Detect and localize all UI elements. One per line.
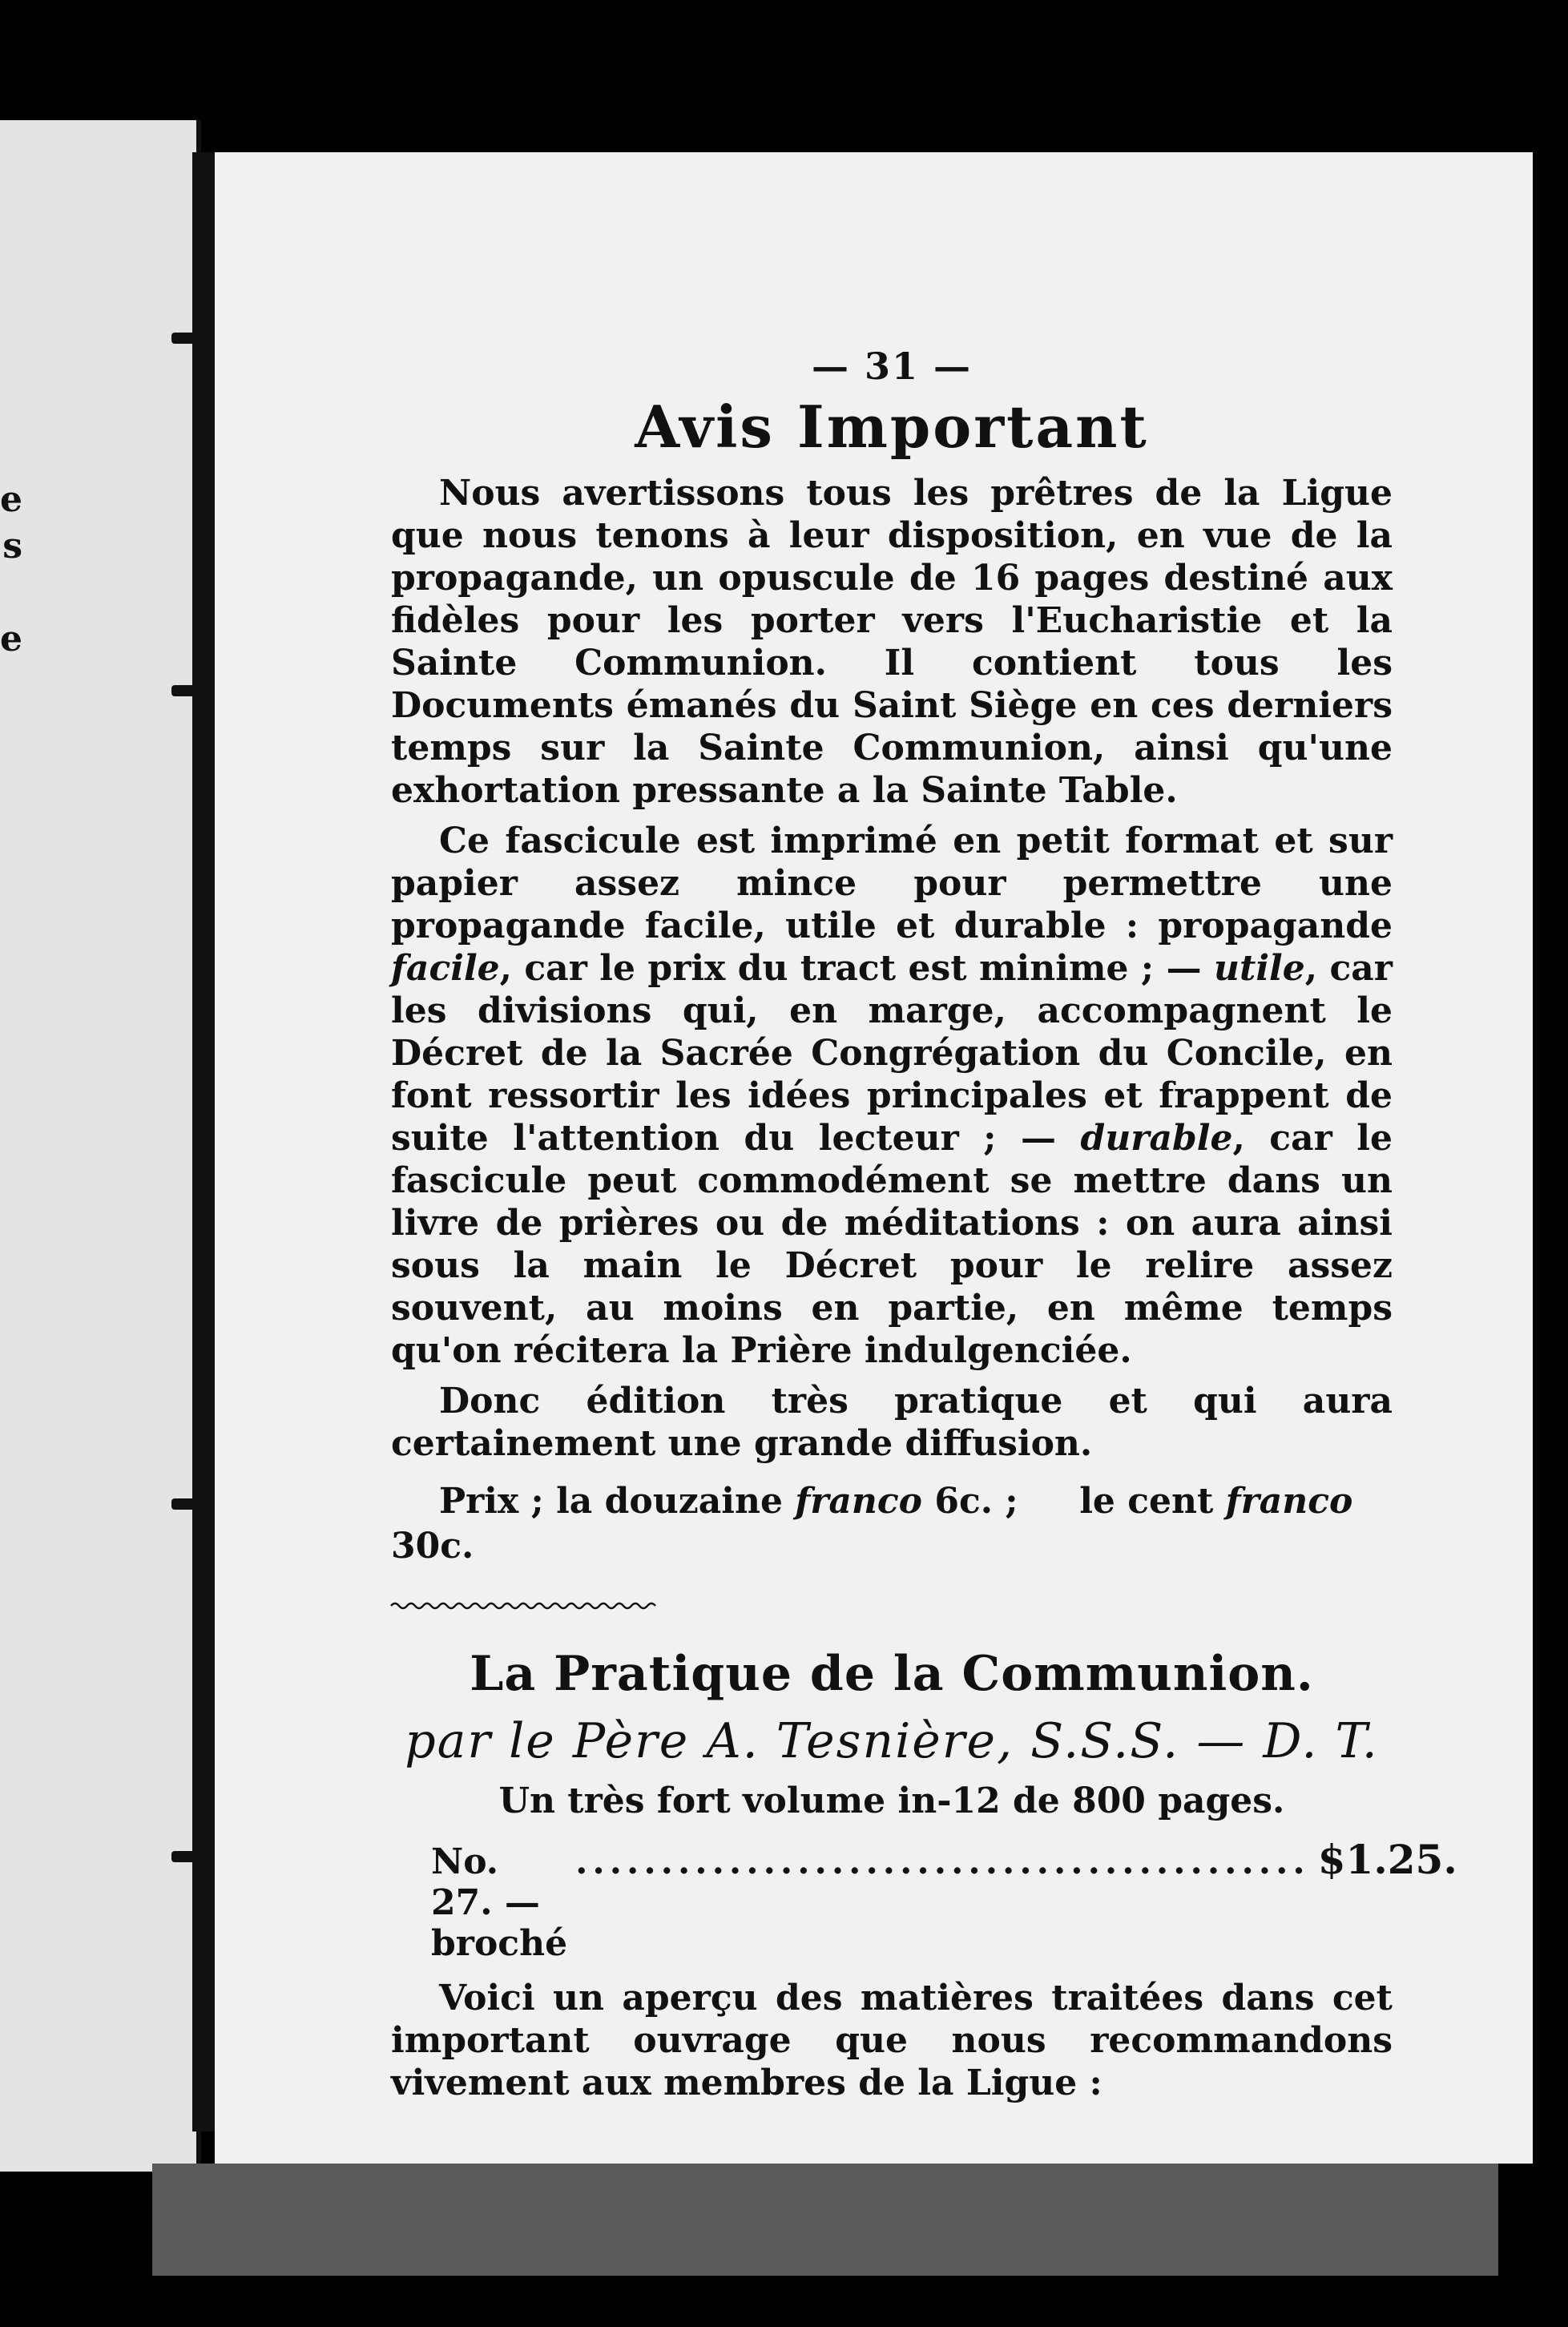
- text-run: 6c. ; le cent: [922, 1481, 1226, 1522]
- wavy-separator: [391, 1601, 655, 1611]
- left-page-letters: [0, 477, 22, 663]
- page-heading: Avis Important: [635, 393, 1149, 461]
- emphasis-franco: franco: [1225, 1481, 1353, 1522]
- fascicule-paragraph: [391, 820, 1393, 1372]
- book-price: $1.25.: [1317, 1836, 1457, 1883]
- text-run: , car le fascicule peut commodément se mettre dans un livre de prières ou de méditations : on aura ainsi sous la main le Décret pour le relire assez souvent, au moins en partie, en même temps qu'on récitera la Prière indulgenciée.: [391, 1118, 1393, 1371]
- left-letter: [0, 570, 22, 616]
- book-item-label: No. 27. — broché: [431, 1841, 568, 1964]
- book-binding: [192, 152, 215, 2131]
- price-paragraph: [391, 1479, 1393, 1569]
- page-edge-shadow: [152, 2164, 1498, 2276]
- book-author: par le Père A. Tesnière, S.S.S. — D. T.: [405, 1713, 1379, 1769]
- emphasis-utile: utile: [1214, 948, 1305, 989]
- book-price-line: [431, 1836, 1457, 1964]
- text-run: , car le prix du tract est minime ; —: [499, 948, 1215, 989]
- left-letter: e: [0, 619, 22, 659]
- left-letter: e: [0, 479, 22, 520]
- dot-leader: ...........................................: [575, 1841, 1310, 1882]
- notice-paragraph: Nous avertissons tous les prêtres de la Ligue que nous tenons à leur disposition, en vue de la propagande, un opuscule de 16 pages destiné aux fidèles pour les porter vers l'Eucharistie et la Sainte Communion. Il contient tous les Documents émanés du Saint Siège en ces derniers temps sur la Sainte Communion, ainsi qu'une exhortation pressante a la Sainte Table.: [391, 473, 1393, 811]
- left-letter: s: [2, 526, 22, 567]
- page-content: [391, 345, 1457, 2104]
- emphasis-durable: durable: [1080, 1118, 1233, 1159]
- book-description: Un très fort volume in-12 de 800 pages.: [498, 1781, 1285, 1821]
- emphasis-franco: franco: [795, 1481, 923, 1522]
- text-run: Prix ; la douzaine: [439, 1481, 796, 1522]
- text-run: 30c.: [391, 1526, 474, 1567]
- book-title: La Pratique de la Communion.: [470, 1646, 1314, 1702]
- left-page-fragment: [0, 120, 201, 2172]
- page-number: — 31 —: [811, 345, 973, 388]
- text-run: Ce fascicule est imprimé en petit format et sur papier assez mince pour permettre une propagande facile, utile et durable : propagande: [391, 821, 1393, 946]
- right-page: [215, 152, 1533, 2164]
- intro-paragraph: Voici un aperçu des matières traitées dans cet important ouvrage que nous recommandons vivement aux membres de la Ligue :: [391, 1978, 1393, 2103]
- conclusion-paragraph: Donc édition très pratique et qui aura certainement une grande diffusion.: [391, 1381, 1393, 1464]
- text-run: , car les divisions qui, en marge, accompagnent le Décret de la Sacrée Congrégation du Concile, en font ressortir les idées principales et frappent de suite l'attention du lecteur ; —: [391, 948, 1393, 1159]
- emphasis-facile: facile: [391, 948, 500, 989]
